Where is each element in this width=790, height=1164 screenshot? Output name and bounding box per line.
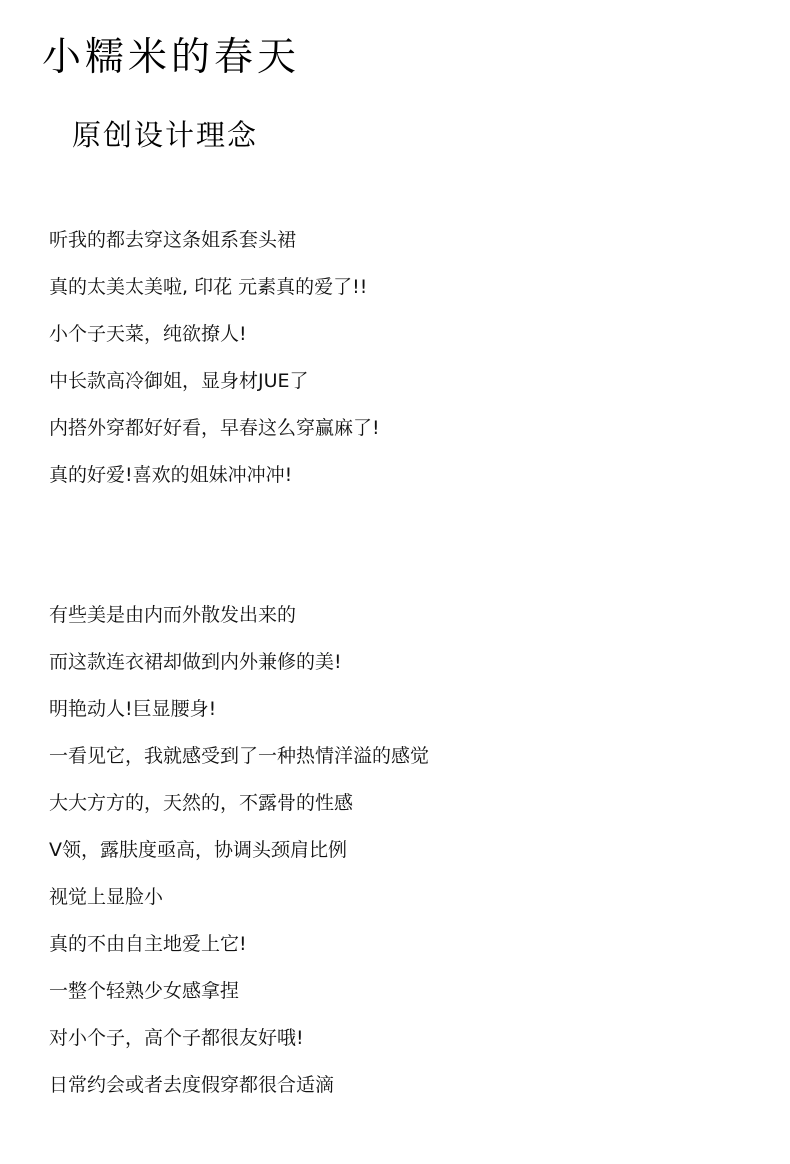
text-line: 真的太美太美啦, 印花 元素真的爱了!! (49, 276, 368, 298)
text-line: 内搭外穿都好好看，早春这么穿赢麻了! (49, 417, 380, 439)
text-line: 明艳动人!巨显腰身! (49, 698, 217, 720)
text-line: 有些美是由内而外散发出来的 (49, 604, 297, 626)
text-line: 中长款高冷御姐，显身材JUE了 (49, 370, 309, 392)
text-line: 真的好爱!喜欢的姐妹冲冲冲! (49, 464, 293, 486)
text-line: 对小个子，高个子都很友好哦! (49, 1027, 304, 1049)
text-line: 大大方方的，天然的，不露骨的性感 (49, 792, 354, 814)
description-paragraph-2 (49, 592, 769, 1109)
text-line: 真的不由自主地爱上它! (49, 933, 247, 955)
text-line: 小个子天菜，纯欲撩人! (49, 323, 247, 345)
text-line: 一整个轻熟少女感拿捏 (49, 980, 240, 1002)
text-line: 一看见它，我就感受到了一种热情洋溢的感觉 (49, 745, 430, 767)
text-line: 日常约会或者去度假穿都很合适滴 (49, 1074, 335, 1096)
text-line: 视觉上显脸小 (49, 886, 164, 908)
page-subtitle: 原创设计理念 (72, 118, 259, 152)
page-title: 小糯米的春天 (42, 35, 301, 80)
text-line: 而这款连衣裙却做到内外兼修的美! (49, 651, 342, 673)
text-line: V领，露肤度亟高，协调头颈肩比例 (49, 839, 347, 861)
description-paragraph-1 (49, 217, 769, 499)
text-line: 听我的都去穿这条姐系套头裙 (49, 229, 297, 251)
